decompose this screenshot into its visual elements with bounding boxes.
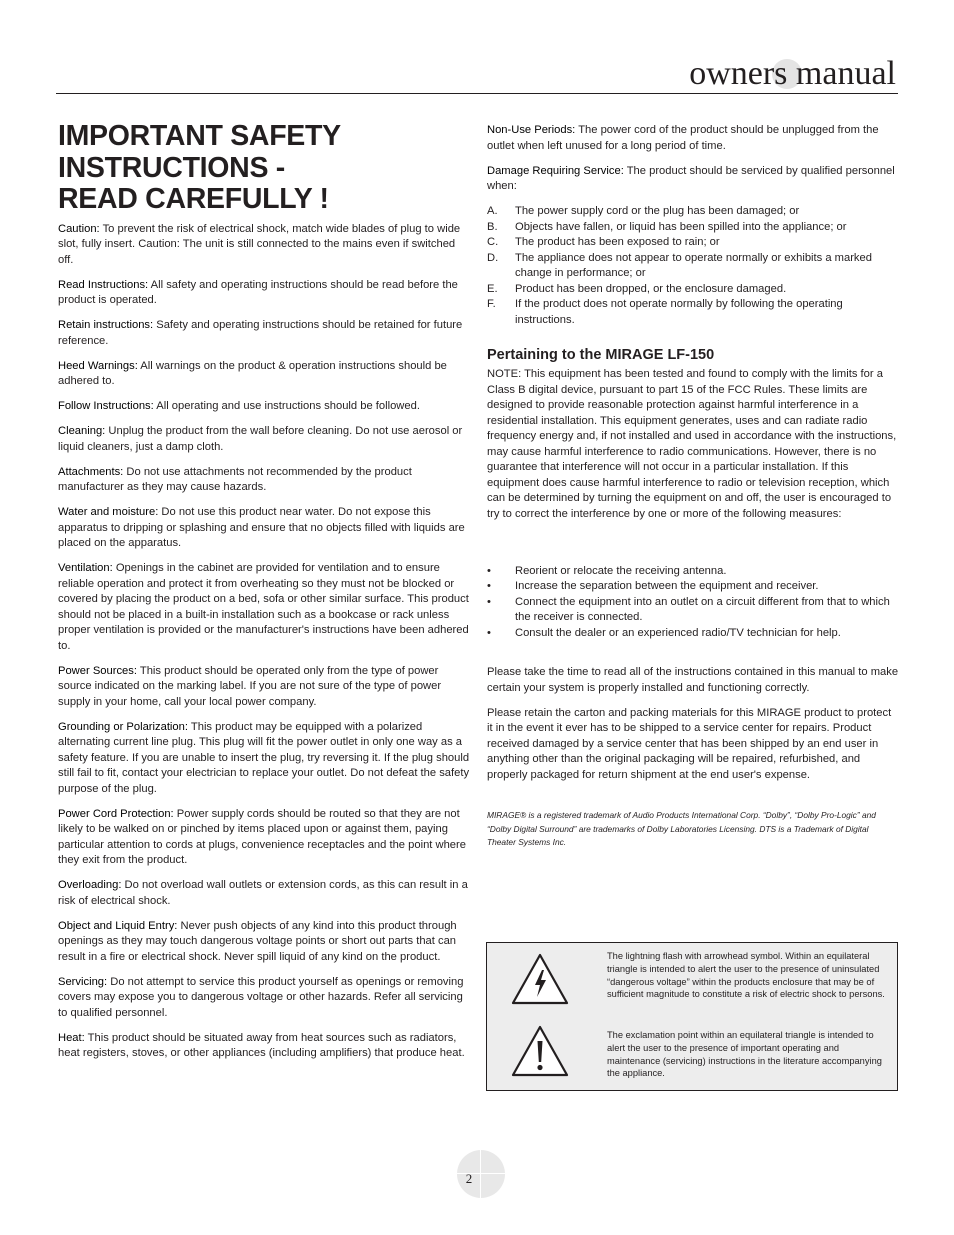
list-marker: F. <box>487 298 496 310</box>
list-item <box>487 595 899 626</box>
safety-paragraph-attachments <box>58 465 470 496</box>
para-term: Non-Use Periods: <box>487 124 576 136</box>
safety-paragraph-follow-instructions <box>58 399 470 415</box>
main-heading-line-3: READ CAREFULLY ! <box>58 183 329 215</box>
bullet-icon: • <box>487 595 491 608</box>
damage-list <box>487 204 899 328</box>
para-term: Cleaning: <box>58 425 106 437</box>
para-term: Damage Requiring Service: <box>487 164 624 177</box>
list-item <box>487 297 899 328</box>
safety-paragraph-heed-warnings <box>58 359 470 390</box>
main-heading-line-1: IMPORTANT SAFETY <box>58 120 341 152</box>
bullet-icon: • <box>487 580 491 592</box>
para-text: This product should be situated away from heat sources such as radiators, heat registers, stoves, or other appliances (including amplifiers) that produce heat. <box>58 1031 465 1059</box>
safety-paragraph-power-cord <box>58 807 470 869</box>
list-item <box>487 282 899 298</box>
para-text: This product may be equipped with a polarized alternating current line plug. This plug will fit the power outlet in only one way as a safety feature. If you are unable to insert the plug, try reversing it. If the plug should still fail to fit, contact your electrician to replace your outlet. Do not defeat the safety purpose of the plug. <box>58 720 470 795</box>
para-term: Caution: <box>58 222 100 235</box>
safety-paragraph-retain-instructions <box>58 318 470 349</box>
para-text: All safety and operating instructions should be read before the product is operated. <box>58 278 458 306</box>
main-heading <box>58 121 470 216</box>
para-text: Power supply cords should be routed so that they are not likely to be walked on or pinched by items placed upon or against them, paying particular attention to cords at plugs, convenience receptacles and the point where they exit from the product. <box>58 807 466 866</box>
left-column <box>58 121 470 1071</box>
list-item <box>487 204 899 220</box>
section-subheading: Pertaining to the MIRAGE LF-150 <box>487 347 715 363</box>
para-text: Safety and operating instructions should be retained for future reference. <box>58 319 463 347</box>
list-marker: C. <box>487 236 499 248</box>
safety-paragraph-power-sources <box>58 664 470 711</box>
list-text: The product has been exposed to rain; or <box>515 236 720 248</box>
list-marker: A. <box>487 205 498 217</box>
main-heading-line-2: INSTRUCTIONS - <box>58 151 285 184</box>
para-term: Object and Liquid Entry: <box>58 919 178 932</box>
para-term: Retain instructions: <box>58 319 154 331</box>
measures-list <box>487 564 899 642</box>
para-text: All warnings on the product & operation instructions should be adhered to. <box>58 359 447 387</box>
list-text: The appliance does not appear to operate normally or exhibits a marked change in performance; or <box>515 251 872 279</box>
para-term: Power Cord Protection: <box>58 807 174 820</box>
para-term: Heed Warnings: <box>58 359 138 372</box>
fcc-note: NOTE: This equipment has been tested and found to comply with the limits for a Class B digital device, pursuant to part 15 of the FCC Rules. These limits are designed to provide reasonable protection against harmful interference in a residential installation. This equipment generates, uses and can radiate radio frequency energy and, if not installed and used in accordance with the instructions, may cause harmful interference to radio communications. However, there is no guarantee that interference will not occur in a particular installation. If this equipment does cause harmful interference to radio or television reception, which can be determined by turning the equipment on and off, the user is encouraged to try to correct the interference by one or more of the following measures: <box>487 368 897 520</box>
trademark-notice: MIRAGE® is a registered trademark of Audio Products International Corp. “Dolby”, “Dolby Pro-Logic” and “Dolby Digital Surround” are trademarks of Dolby Laboratories Licensing. DTS is a Trademark of Digital Theater Systems Inc. <box>487 810 876 847</box>
list-text: Connect the equipment into an outlet on a circuit different from that to which the receiver is connected. <box>515 595 890 623</box>
para-text: Openings in the cabinet are provided for ventilation and to ensure reliable operation and protect it from overheating so they must not be blocked or covered by placing the product on a bed, sofa or other similar surface. This product should not be placed in a built-in installation such as a bookcase or rack unless proper ventilation is provided or the manufacturer's instructions have been adhered to. <box>58 562 469 652</box>
bullet-icon: • <box>487 626 491 639</box>
exclamation-triangle-icon <box>511 1025 569 1077</box>
read-all-paragraph: Please take the time to read all of the instructions contained in this manual to make certain your system is properly installed and functioning correctly. <box>487 666 899 694</box>
safety-paragraph-overloading <box>58 878 470 909</box>
safety-paragraph-read-instructions <box>58 278 470 309</box>
safety-paragraph-heat <box>58 1031 470 1062</box>
header-title: owners manual <box>689 55 896 92</box>
para-term: Ventilation: <box>58 562 113 574</box>
exclamation-symbol-text: The exclamation point within an equilateral triangle is intended to alert the user to the presence of important operating and maintenance (servicing) instructions in the literature accompanying the appliance. <box>607 1030 882 1079</box>
para-text: The product should be serviced by qualified personnel when: <box>487 164 895 192</box>
safety-paragraph-object-liquid <box>58 919 470 966</box>
safety-paragraph-caution <box>58 222 470 269</box>
list-item <box>487 564 899 580</box>
header-rule <box>56 93 898 94</box>
list-text: Reorient or relocate the receiving antenna. <box>515 564 727 577</box>
para-term: Attachments: <box>58 465 124 478</box>
bullet-icon: • <box>487 564 491 577</box>
list-marker: E. <box>487 282 498 295</box>
para-text: To prevent the risk of electrical shock, match wide blades of plug to wide slot, fully insert. Caution: The unit is still connected to the mains even if switched off. <box>58 222 461 266</box>
nonuse-paragraph <box>487 123 899 154</box>
safety-paragraph-cleaning <box>58 424 470 455</box>
lightning-symbol-text: The lightning flash with arrowhead symbol. Within an equilateral triangle is intended to alert the user to the presence of uninsulated “dangerous voltage” within the products enclosure that may be of sufficient magnitude to constitute a risk of electric shock to persons. <box>607 951 885 1000</box>
para-term: Power Sources: <box>58 664 137 677</box>
para-text: This product should be operated only from the type of power source indicated on the marking label. If you are not sure of the type of power supply in your home, call your local power company. <box>58 664 442 708</box>
warning-symbols-box <box>486 942 898 1091</box>
list-item <box>487 220 899 236</box>
list-text: Consult the dealer or an experienced radio/TV technician for help. <box>515 626 841 639</box>
para-term: Overloading: <box>58 879 122 891</box>
para-text: Do not use attachments not recommended by the product manufacturer as they may cause hazards. <box>58 465 412 493</box>
retain-carton-paragraph: Please retain the carton and packing materials for this MIRAGE product to protect it in the event it ever has to be shipped to a service center for repairs. Product received damaged by a service center that has been shipped by an end user in anything other than the original packaging will be repaired, refurbished, and properly packaged for return shipment at the end user's expense. <box>487 706 892 781</box>
list-text: If the product does not operate normally by following the operating instructions. <box>515 298 843 326</box>
list-item <box>487 626 899 642</box>
para-term: Read Instructions: <box>58 278 149 291</box>
para-text: Unplug the product from the wall before cleaning. Do not use aerosol or liquid cleaners, just a damp cloth. <box>58 425 463 453</box>
para-term: Water and moisture: <box>58 506 159 518</box>
safety-paragraph-water-moisture <box>58 505 470 552</box>
para-text: All operating and use instructions should be followed. <box>153 400 420 412</box>
list-text: Product has been dropped, or the enclosure damaged. <box>515 282 787 295</box>
para-term: Grounding or Polarization: <box>58 720 188 733</box>
list-marker: B. <box>487 220 498 233</box>
list-item <box>487 251 899 282</box>
para-text: Do not use this product near water. Do not expose this apparatus to dripping or splashing and ensure that no objects filled with liquids are placed on the apparatus. <box>58 506 465 549</box>
page-number: 2 <box>465 1171 473 1186</box>
para-text: Never push objects of any kind into this product through openings as they may touch dangerous voltage points or short out parts that can result in a fire or electrical shock. Never spill liquid of any kind on the product. <box>58 919 457 963</box>
para-term: Heat: <box>58 1031 85 1044</box>
list-item <box>487 235 899 251</box>
list-text: The power supply cord or the plug has been damaged; or <box>515 205 800 217</box>
para-term: Servicing: <box>58 975 108 988</box>
para-text: The power cord of the product should be unplugged from the outlet when left unused for a long period of time. <box>487 124 879 152</box>
para-text: Do not attempt to service this product yourself as openings or removing covers may expose you to dangerous voltage or other hazards. Refer all servicing to qualified personnel. <box>58 975 464 1019</box>
safety-paragraph-ventilation <box>58 561 470 654</box>
list-text: Objects have fallen, or liquid has been spilled into the appliance; or <box>515 220 847 233</box>
para-term: Follow Instructions: <box>58 400 154 412</box>
list-item <box>487 579 899 595</box>
safety-paragraph-grounding <box>58 720 470 798</box>
damage-paragraph <box>487 164 899 195</box>
para-text: Do not overload wall outlets or extension cords, as this can result in a risk of electrical shock. <box>58 879 468 907</box>
list-marker: D. <box>487 251 499 264</box>
lightning-triangle-icon <box>511 953 569 1005</box>
list-text: Increase the separation between the equipment and receiver. <box>515 580 819 592</box>
right-column <box>487 123 899 858</box>
safety-paragraph-servicing <box>58 975 470 1022</box>
